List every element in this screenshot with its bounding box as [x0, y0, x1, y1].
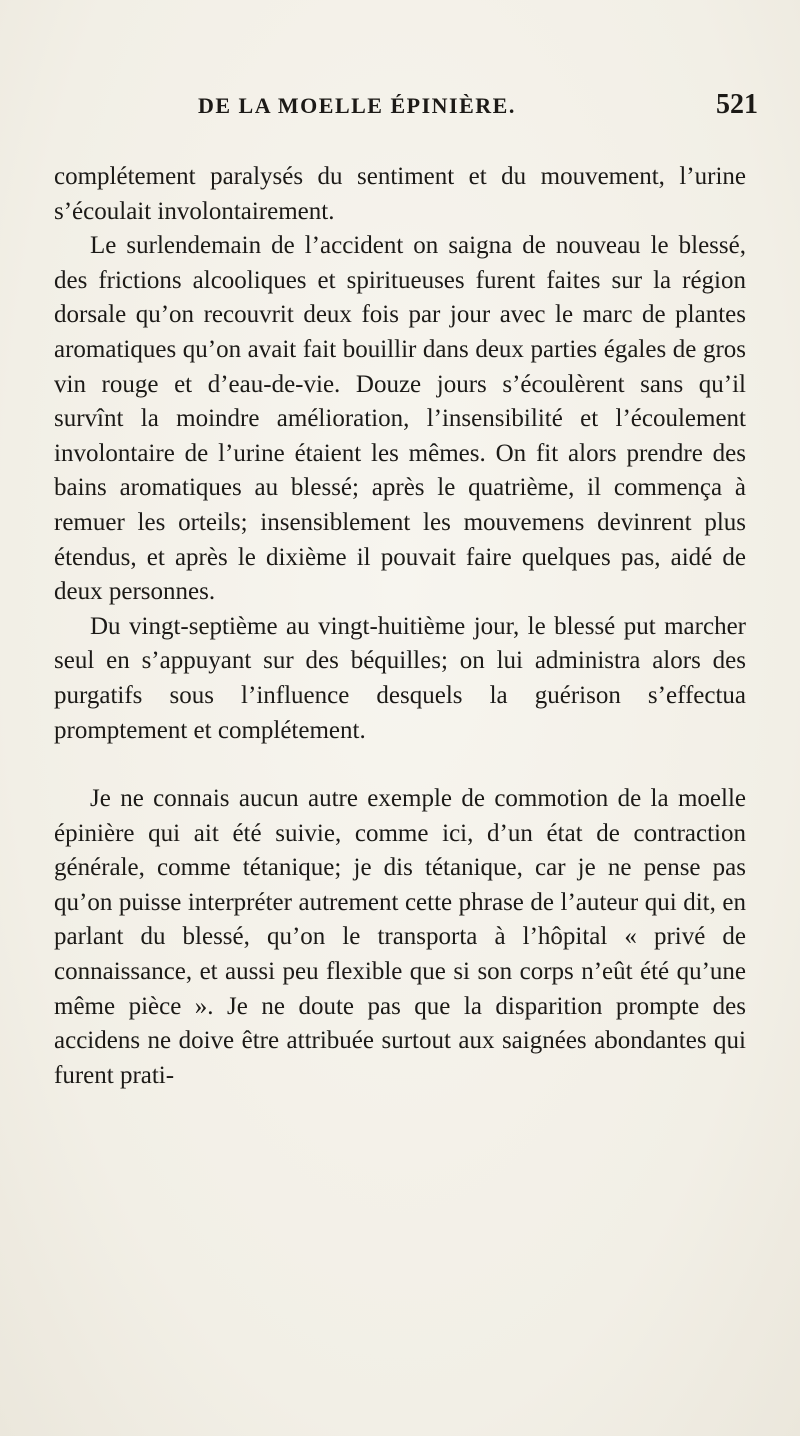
paragraph: Je ne connais aucun autre exemple de commotion de la moelle épinière qui ait été suivie, comme ici, d’un état de contraction générale, comme tétanique; je dis tétanique, car je ne pense pas qu’on puisse interpréter autrement cette phrase de l’auteur qui dit, en parlant du blessé, qu’on le transporta à l’hôpital « privé de connaissance, et aussi peu flexible que si son corps n’eût été qu’une même pièce ». Je ne doute pas que la disparition prompte des accidens ne doive être attribuée surtout aux saignées abondantes qui furent prati-	[54, 785, 746, 1089]
page-header	[198, 89, 758, 133]
paragraph: Le surlendemain de l’accident on saigna de nouveau le blessé, des frictions alcooliques et spiritueuses furent faites sur la région dorsale qu’on recouvrit deux fois par jour avec le marc de plantes aromatiques qu’on avait fait bouillir dans deux parties égales de gros vin rouge et d’eau-de-vie. Douze jours s’écoulèrent sans qu’il survînt la moindre amélioration, l’insensibilité et l’écoulement involontaire de l’urine étaient les mêmes. On fit alors prendre des bains aromatiques au blessé; après le quatrième, il commença à remuer les orteils; insensiblement les mouvemens devinrent plus étendus, et après le dixième il pouvait faire quelques pas, aidé de deux personnes.	[54, 232, 746, 606]
paragraph: Du vingt-septième au vingt-huitième jour, le blessé put marcher seul en s’appuyant sur des béquilles; on lui administra alors des purgatifs sous l’influence desquels la guérison s’effectua promptement et complétement.	[54, 612, 746, 744]
body-text	[54, 160, 746, 1093]
running-title: DE LA MOELLE ÉPINIÈRE.	[198, 93, 516, 118]
paragraph-continuation: complétement paralysés du sentiment et du mouvement, l’urine s’écoulait involontairement.	[54, 163, 746, 225]
page-number: 521	[716, 89, 758, 120]
